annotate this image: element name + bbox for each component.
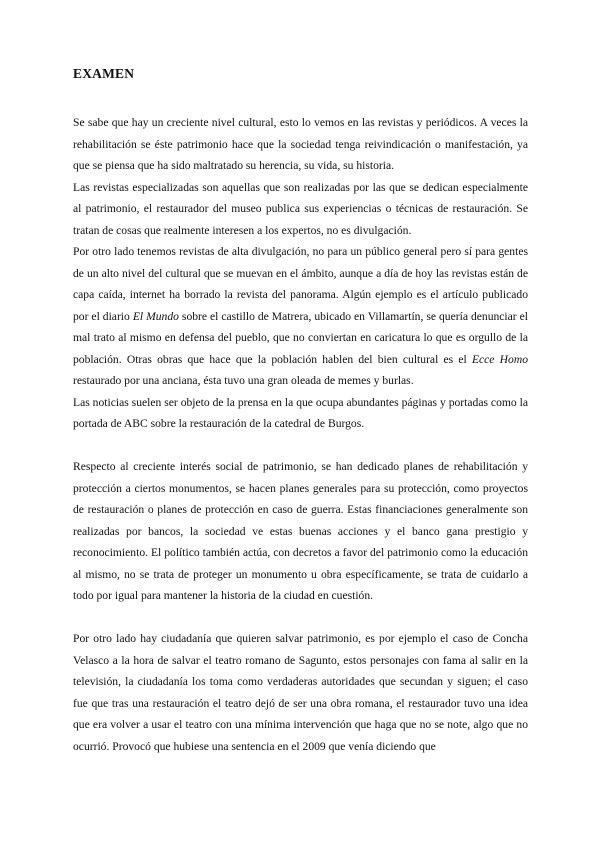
paragraph-3-text-a: Por otro lado tenemos revistas de alta divulgación, no para un público general pero sí para gentes de un alto nivel del cultural que se muevan en el ámbito, aunque a día de hoy las revistas están de capa caída, internet ha borrado la revista del panorama. Algún ejemplo es el artículo publicado por el diario — [73, 245, 528, 323]
paragraph-3-text-e: restaurado por una anciana, ésta tuvo una gran oleada de memes y burlas. — [73, 374, 414, 387]
paragraph-2: Las revistas especializadas son aquellas que son realizadas por las que se dedican especialmente al patrimonio, el restaurador del museo publica sus experiencias o técnicas de restauración. Se tratan de cosas que realmente interesen a los expertos, no es divulgación. — [73, 180, 528, 237]
document-body — [73, 112, 528, 757]
paragraph-3-text-c: sobre el castillo de Matrera, ubicado en Villamartín, se quería denunciar el mal trato al mismo en defensa del pueblo, que no conviertan en caricatura lo que es orgullo de la población. Otras obras que hace que la población hablen del bien cultural es el — [73, 309, 529, 366]
paragraph-5: Respecto al creciente interés social de patrimonio, se han dedicado planes de rehabilitación y protección a ciertos monumentos, se hacen planes generales para su protección, como proyectos de restauración o planes de protección en caso de guerra. Estas financiaciones generalmente son realizadas por bancos, la sociedad ve estas buenas acciones y el banco gana prestigio y reconocimiento. El político también actúa, con decretos a favor del patrimonio como la educación al mismo, no se trata de proteger un monumento u obra específicamente, se trata de cuidarlo a todo por igual para mantener la historia de la ciudad en cuestión. — [73, 460, 528, 602]
paragraph-4: Las noticias suelen ser objeto de la prensa en la que ocupa abundantes páginas y portadas como la portada de ABC sobre la restauración de la catedral de Burgos. — [73, 395, 528, 430]
page-title: EXAMEN — [73, 66, 135, 81]
artwork-name: Ecce Homo — [471, 352, 528, 366]
paragraph-3 — [73, 241, 528, 392]
paragraph-6: Por otro lado hay ciudadanía que quieren salvar patrimonio, es por ejemplo el caso de Concha Velasco a la hora de salvar el teatro romano de Sagunto, estos personajes con fama al salir en la televisión, la ciudadanía los toma como verdaderas autoridades que secundan y siguen; el caso fue que tras una restauración el teatro dejó de ser una obra romana, el restaurador tuvo una idea que era volver a usar el teatro con una mínima intervención que haga que no se note, algo que no ocurrió. Provocó que hubiese una sentencia en el 2009 que venía diciendo que — [73, 632, 528, 753]
paragraph-1: Se sabe que hay un creciente nivel cultural, esto lo vemos en las revistas y periódicos. A veces la rehabilitación se éste patrimonio hace que la sociedad tenga reivindicación o manifestación, ya que se piensa que ha sido maltratado su herencia, su vida, su historia. — [73, 116, 528, 172]
newspaper-name: El Mundo — [132, 309, 179, 323]
